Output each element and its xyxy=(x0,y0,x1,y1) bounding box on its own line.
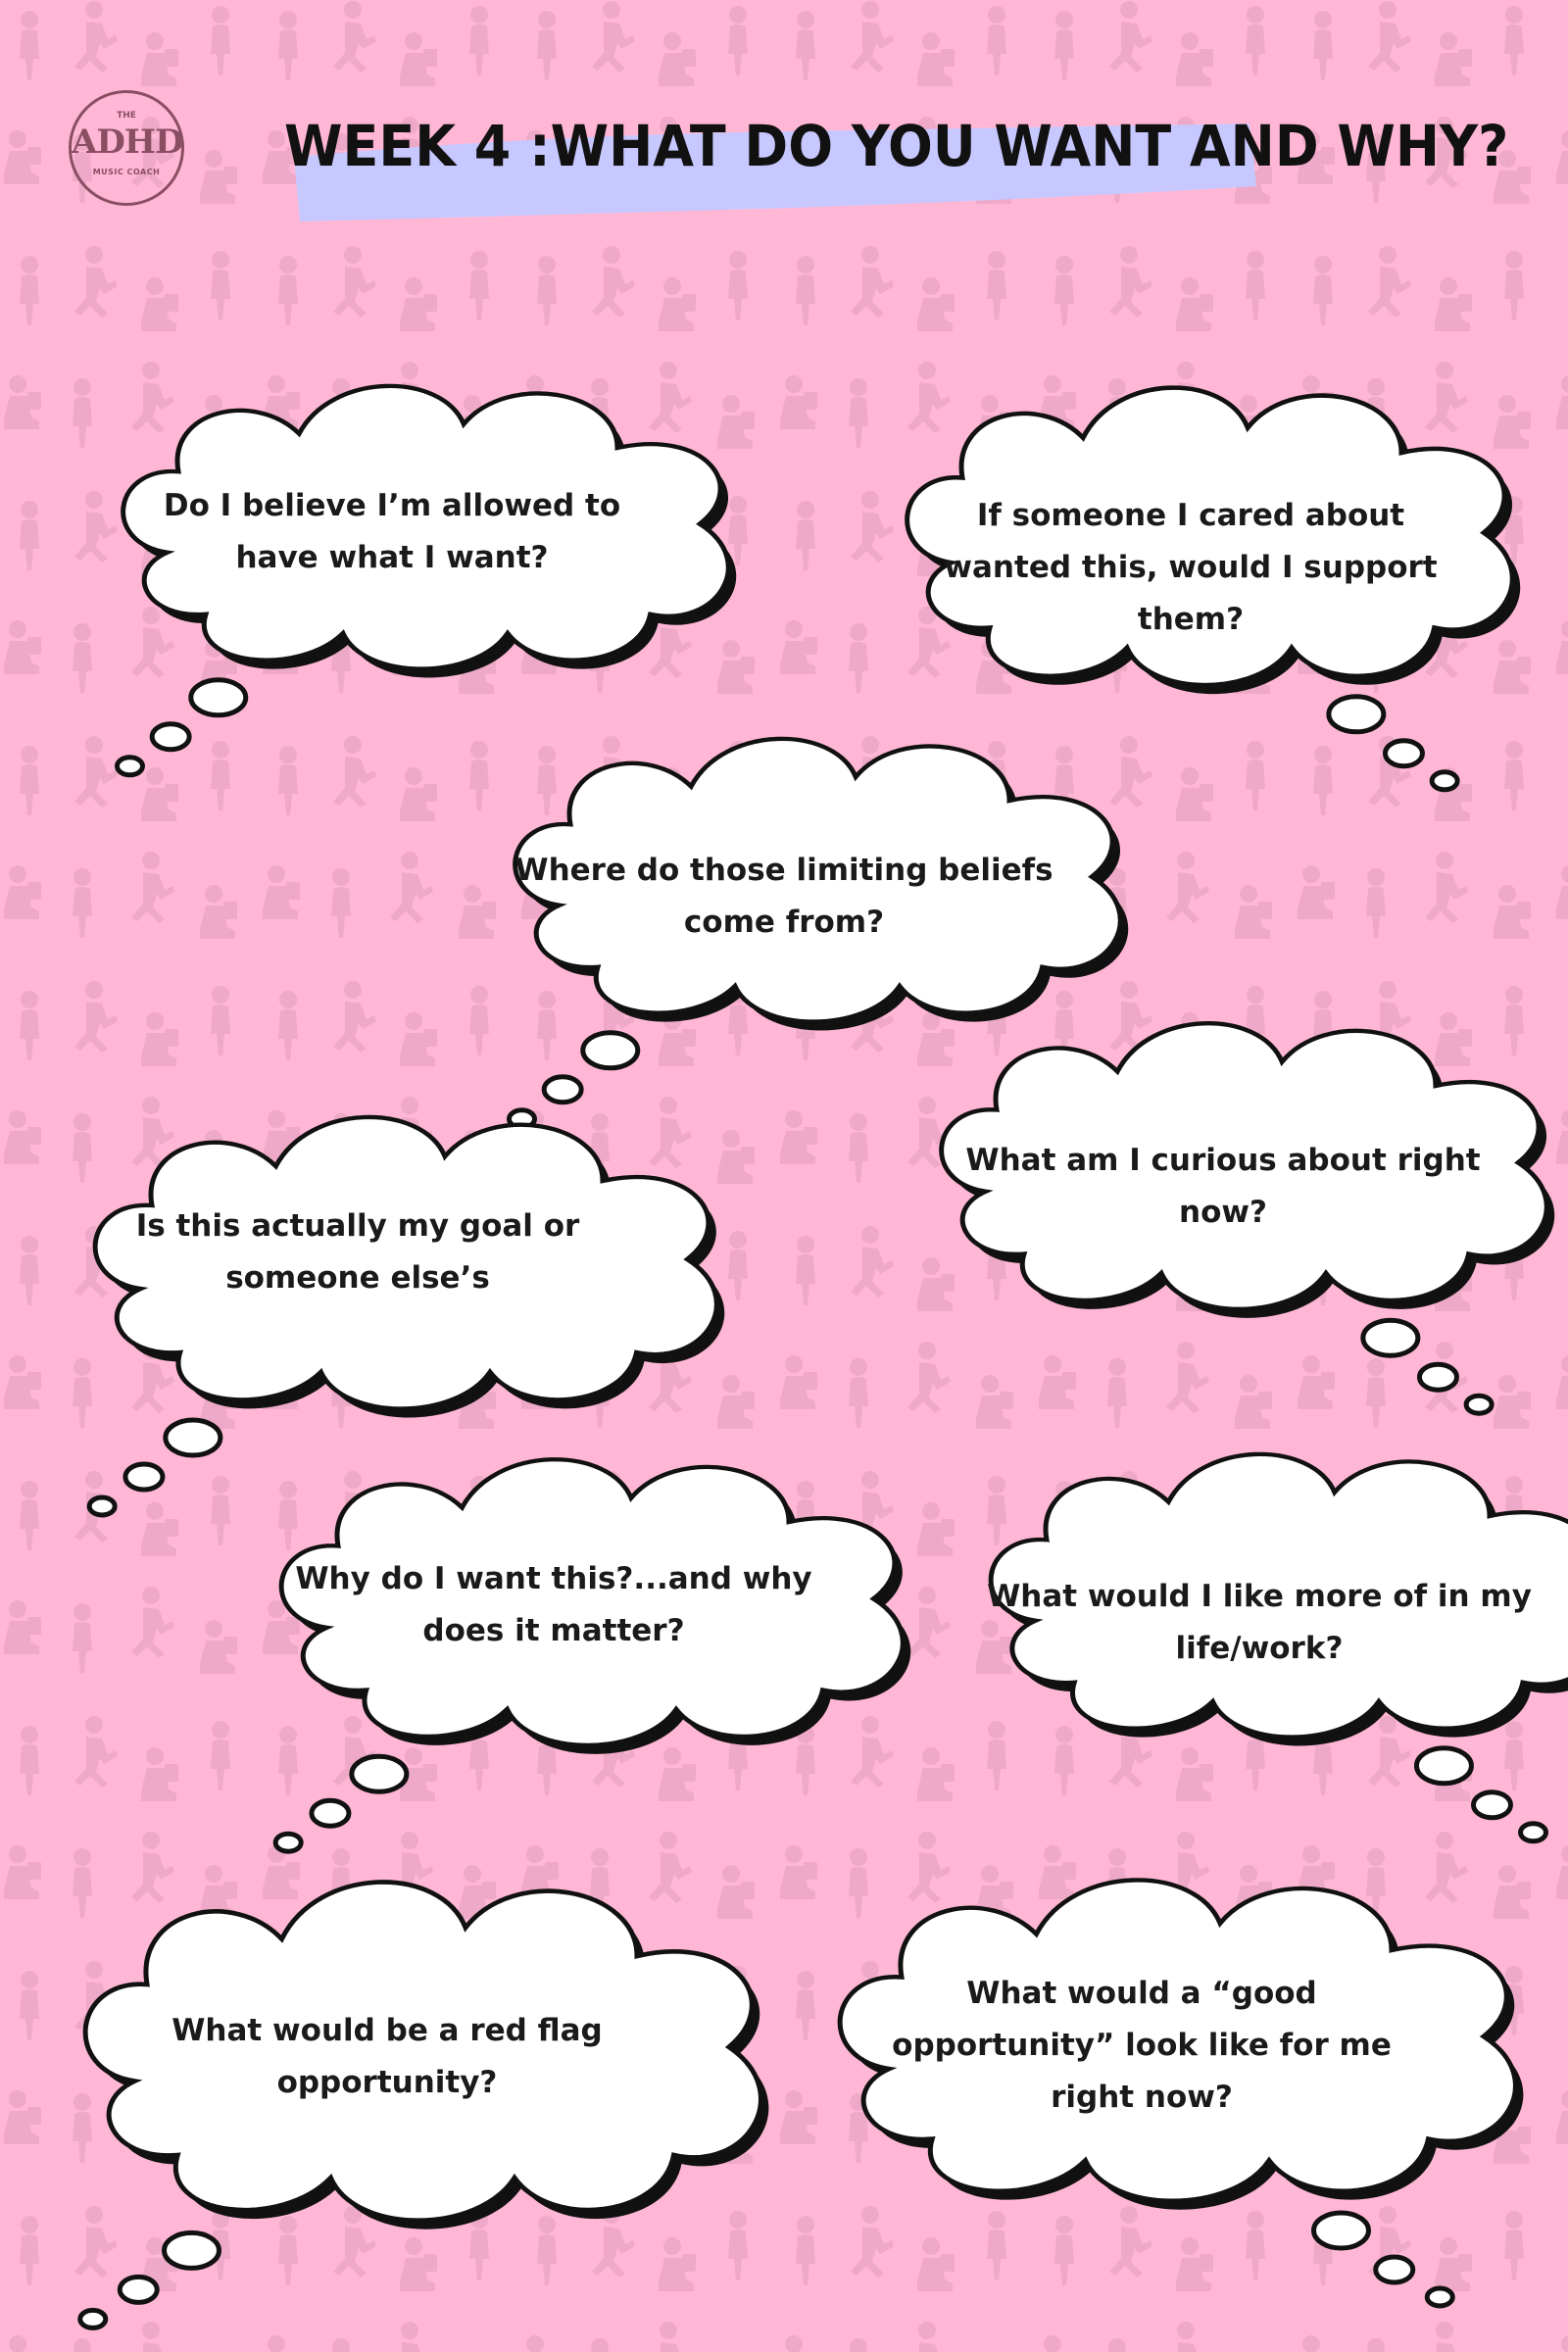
thought-bubble-tail-dot xyxy=(1385,741,1422,766)
logo-main-text: ADHD xyxy=(72,122,183,162)
thought-bubble-tail-dot xyxy=(275,1834,301,1851)
thought-bubble-tail-dot xyxy=(352,1756,407,1791)
thought-bubble-tail-dot xyxy=(1419,1364,1456,1390)
thought-bubble-tail-dot xyxy=(1521,1824,1546,1841)
bubble-text: Where do those limiting beliefs come from? xyxy=(514,853,1054,940)
thought-bubble-tail-dot xyxy=(89,1497,115,1515)
bubble-text: If someone I cared about wanted this, would I support them? xyxy=(944,498,1438,637)
thought-bubble-tail-dot xyxy=(1329,697,1384,732)
thought-bubble-tail-dot xyxy=(120,2277,157,2302)
bubble-text: What would I like more of in my life/work? xyxy=(987,1579,1532,1666)
thought-bubble-tail-dot xyxy=(125,1464,163,1490)
thought-bubble-tail-dot xyxy=(80,2310,106,2328)
bubble-text: What would be a red flag opportunity? xyxy=(172,2013,603,2100)
thought-bubble-tail-dot xyxy=(1376,2257,1413,2282)
thought-bubble-tail-dot xyxy=(1416,1748,1471,1784)
thought-bubble-tail-dot xyxy=(1427,2288,1452,2306)
logo-subtitle-text: MUSIC COACH xyxy=(92,168,161,176)
logo-the-text: THE xyxy=(117,111,136,121)
thought-bubble-tail-dot xyxy=(165,2232,220,2268)
bubble-text: Why do I want this?...and why does it matter? xyxy=(295,1561,812,1648)
thought-bubble-tail-dot xyxy=(1314,2213,1369,2248)
thought-bubble-tail-dot xyxy=(152,724,189,750)
thought-bubble xyxy=(89,1117,724,1515)
thought-bubble-tail-dot xyxy=(1363,1320,1418,1355)
thought-bubble-tail-dot xyxy=(117,758,142,775)
bubble-text: Do I believe I’m allowed to have what I want? xyxy=(163,488,621,575)
thought-bubble-tail-dot xyxy=(191,680,246,715)
thought-bubble-tail-dot xyxy=(1466,1396,1492,1413)
thought-bubble-tail-dot xyxy=(583,1033,638,1068)
thought-bubble-tail-dot xyxy=(1473,1792,1510,1818)
page-title: WEEK 4 :WHAT DO YOU WANT AND WHY? xyxy=(284,113,1509,179)
thought-bubble-tail-dot xyxy=(166,1420,220,1455)
bubble-text: What would a “good opportunity” look like for me right now? xyxy=(892,1976,1392,2115)
bubble-text: Is this actually my goal or someone else’s xyxy=(135,1208,580,1296)
thought-bubble-tail-dot xyxy=(544,1077,581,1102)
thought-bubble-tail-dot xyxy=(312,1800,349,1826)
bubble-text: What am I curious about right now? xyxy=(965,1143,1481,1230)
thought-bubble-tail-dot xyxy=(1432,772,1457,790)
